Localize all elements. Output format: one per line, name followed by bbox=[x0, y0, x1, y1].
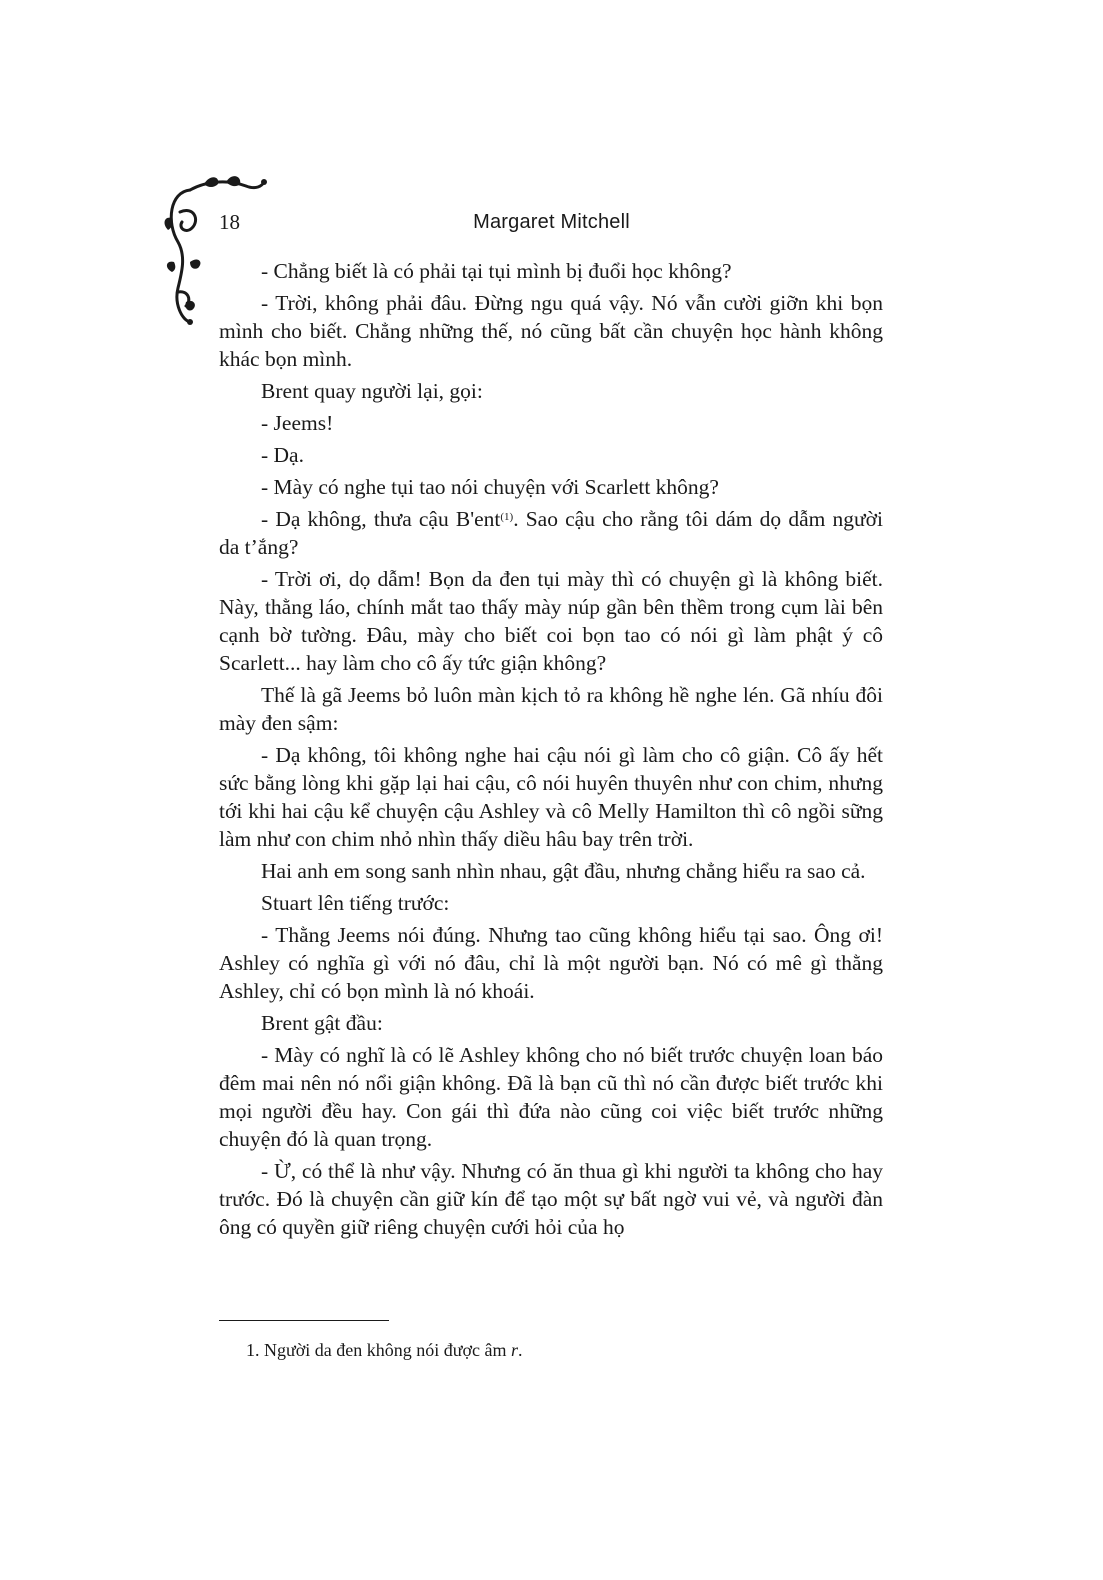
paragraph: - Dạ. bbox=[261, 443, 304, 467]
running-head-author: Margaret Mitchell bbox=[473, 211, 630, 233]
paragraph: - Dạ không, tôi không nghe hai cậu nói gì làm cho cô giận. Cô ấy hết sức bằng lòng khi gặp lại hai cậu, cô nói huyên thuyên như con chim, nhưng tới khi hai cậu kể chuyện cậu Ashley và cô Melly Hamilton thì cô ngồi sững làm như con chim nhỏ nhìn thấy diều hâu bay trên trời. bbox=[219, 743, 883, 851]
paragraph: Brent gật đầu: bbox=[261, 1011, 383, 1035]
paragraph: - Mày có nghĩ là có lẽ Ashley không cho nó biết trước chuyện loan báo đêm mai nên nó nổi giận không. Đã là bạn cũ thì nó cần được biết trước khi mọi người đều hay. Con gái thì đứa nào cũng coi việc biết trước những chuyện đó là quan trọng. bbox=[219, 1043, 883, 1151]
paragraph: - Ừ, có thể là như vậy. Nhưng có ăn thua gì khi người ta không cho hay trước. Đó là chuyện cần giữ kín để tạo một sự bất ngờ vui vẻ, và người đàn ông có quyền giữ riêng chuyện cưới hỏi của họ bbox=[219, 1159, 883, 1239]
footnote bbox=[246, 1338, 886, 1362]
paragraph: Brent quay người lại, gọi: bbox=[261, 379, 483, 403]
paragraph: Hai anh em song sanh nhìn nhau, gật đầu, nhưng chẳng hiểu ra sao cả. bbox=[261, 859, 866, 883]
footnote-divider bbox=[219, 1320, 389, 1321]
paragraph: Thế là gã Jeems bỏ luôn màn kịch tỏ ra không hề nghe lén. Gã nhíu đôi mày đen sậm: bbox=[219, 683, 883, 735]
paragraph-text: . Sao cậu cho rằng tôi dám dọ dẫm người da t’ắng? bbox=[219, 507, 883, 559]
paragraph-text: - Dạ không, thưa cậu B'ent bbox=[261, 507, 501, 531]
footnote-marker: (1) bbox=[500, 511, 514, 523]
paragraph: - Jeems! bbox=[261, 411, 334, 435]
body-text bbox=[219, 257, 883, 1245]
paragraph: - Mày có nghe tụi tao nói chuyện với Scarlett không? bbox=[261, 475, 719, 499]
paragraph: - Thằng Jeems nói đúng. Nhưng tao cũng không hiểu tại sao. Ông ơi! Ashley có nghĩa gì với nó đâu, chỉ là một người bạn. Nó có mê gì thằng Ashley, chỉ có bọn mình là nó khoái. bbox=[219, 923, 883, 1003]
footnote-text: 1. Người da đen không nói được âm bbox=[246, 1340, 512, 1360]
paragraph: - Trời, không phải đâu. Đừng ngu quá vậy. Nó vẫn cười giỡn khi bọn mình cho biết. Chẳng những thế, nó cũng bất cần chuyện học hành không khác bọn mình. bbox=[219, 291, 883, 371]
footnote-italic: r bbox=[511, 1340, 519, 1360]
paragraph: - Chẳng biết là có phải tại tụi mình bị đuổi học không? bbox=[261, 259, 732, 283]
paragraph: Stuart lên tiếng trước: bbox=[261, 891, 450, 915]
paragraph-with-note bbox=[219, 505, 883, 561]
page-number: 18 bbox=[219, 210, 240, 234]
paragraph: - Trời ơi, dọ dẫm! Bọn da đen tụi mày thì có chuyện gì là không biết. Này, thằng láo, chính mắt tao thấy mày núp gần bên thềm trong cụm lài bên cạnh bờ tường. Đâu, mày cho biết coi bọn tao có nói gì làm phật ý cô Scarlett... hay làm cho cô ấy tức giận không? bbox=[219, 567, 883, 675]
footnote-end: . bbox=[518, 1340, 523, 1360]
